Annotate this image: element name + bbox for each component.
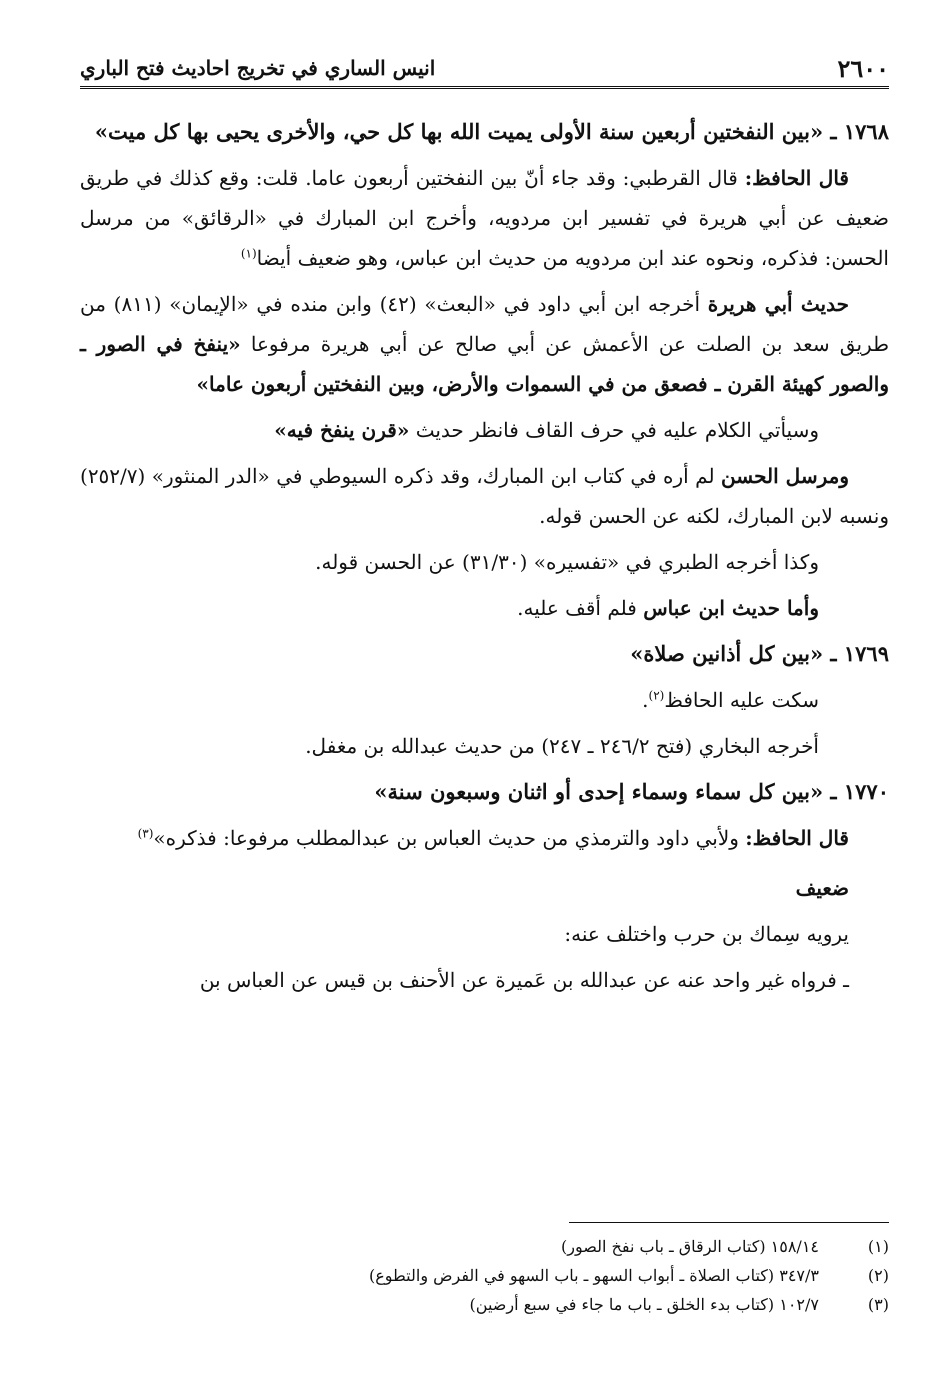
page-number: ٢٦٠٠ [837,53,889,83]
footnote-ref-3: (٣) [137,826,154,841]
ibn-abbas-paragraph [80,588,889,628]
footnote-number: (١) [867,1237,889,1256]
footnote-ref-2: (٢) [648,688,665,703]
hasan-paragraph [80,456,889,536]
bold-label: وأما حديث ابن عباس [643,596,819,620]
footnote-number: (٣) [867,1295,889,1314]
hafiz-silent-paragraph [80,680,889,720]
footnote [80,1232,889,1261]
quoted-hadith: «ينفخ في الصور ـ والصور كهيئة القرن ـ فصعق من في السموات والأرض، وبين النفختين أربعون عاما» [80,332,889,396]
paragraph-text: قال القرطبي: وقد جاء أنّ بين النفختين أربعون عاما. قلت: وقع كذلك في طريق ضعيف عن أبي هريرة في تفسير ابن مردويه، وأخرج ابن المبارك في «الرقائق» من مرسل الحسن: فذكره، ونحوه عند ابن مردويه من حديث ابن عباس، وهو ضعيف أيضا [80,166,889,270]
paragraph-text: ولأبي داود والترمذي من حديث العباس بن عبدالمطلب مرفوعا: فذكره» [153,826,746,850]
hafiz-label: قال الحافظ: [744,166,849,190]
bold-label: ومرسل الحسن [721,464,849,488]
paragraph-text: سكت عليه الحافظ [664,688,819,712]
footnote-text: ٣٤٧/٣ (كتاب الصلاة ـ أبواب السهو ـ باب السهو في الفرض والتطوع) [369,1266,819,1285]
footnote-ref-1: (١) [240,246,257,261]
period: . [642,688,649,712]
bukhari-paragraph: أخرجه البخاري (فتح ٢٤٦/٢ ـ ٢٤٧) من حديث عبدالله بن مغفل. [305,734,819,758]
footnote [80,1261,889,1290]
hafiz-label: قال الحافظ: [745,826,849,850]
paragraph-text: فلم أقف عليه. [517,596,644,620]
footnote-divider [569,1222,889,1223]
footnote [80,1290,889,1319]
running-title: انيس الساري في تخريج احاديث فتح الباري [80,56,436,80]
cross-reference-paragraph [80,410,889,450]
hadith-1768-title: ١٧٦٨ ـ «بين النفختين أربعين سنة الأولى يميت الله بها كل حي، والأخرى يحيى بها كل ميت» [94,119,889,144]
quoted-hadith: «قرن ينفخ فيه» [274,418,410,442]
hafiz-comment-1770 [80,818,889,858]
grading-weak: ضعيف [795,876,849,900]
paragraph-text: وسيأتي الكلام عليه في حرف القاف فانظر حديث [409,418,819,442]
page-body [80,112,889,1006]
hadith-1770-title: ١٧٧٠ ـ «بين كل سماء وسماء إحدى أو اثنان وسبعون سنة» [374,779,889,804]
bold-label: حديث أبي هريرة [707,292,849,316]
page-header [80,50,889,89]
footnote-number: (٢) [867,1266,889,1285]
hadith-1769-title: ١٧٦٩ ـ «بين كل أذانين صلاة» [630,641,889,666]
paragraph-text: لم أره في كتاب ابن المبارك، وقد ذكره السيوطي في «الدر المنثور» (٢٥٢/٧) ونسبه لابن المبارك، لكنه عن الحسن قوله. [80,464,889,528]
footnote-text: ١٥٨/١٤ (كتاب الرقاق ـ باب نفخ الصور) [561,1237,819,1256]
paragraph-text: أخرجه ابن أبي داود في «البعث» (٤٢) وابن منده في «الإيمان» (٨١١) من طريق سعد بن الصلت عن الأعمش عن أبي صالح عن أبي هريرة مرفوعا [80,292,889,356]
narration-chain: ـ فرواه غير واحد عنه عن عبدالله بن عَميرة عن الأحنف بن قيس عن العباس بن [199,968,849,992]
tabari-paragraph: وكذا أخرجه الطبري في «تفسيره» (٣١/٣٠) عن الحسن قوله. [315,550,819,574]
footnotes [80,1232,889,1319]
hafiz-comment-1768 [80,158,889,278]
abu-hurayra-paragraph [80,284,889,404]
footnote-text: ١٠٢/٧ (كتاب بدء الخلق ـ باب ما جاء في سبع أرضين) [469,1295,819,1314]
narration-intro: يرويه سِماك بن حرب واختلف عنه: [564,922,849,946]
